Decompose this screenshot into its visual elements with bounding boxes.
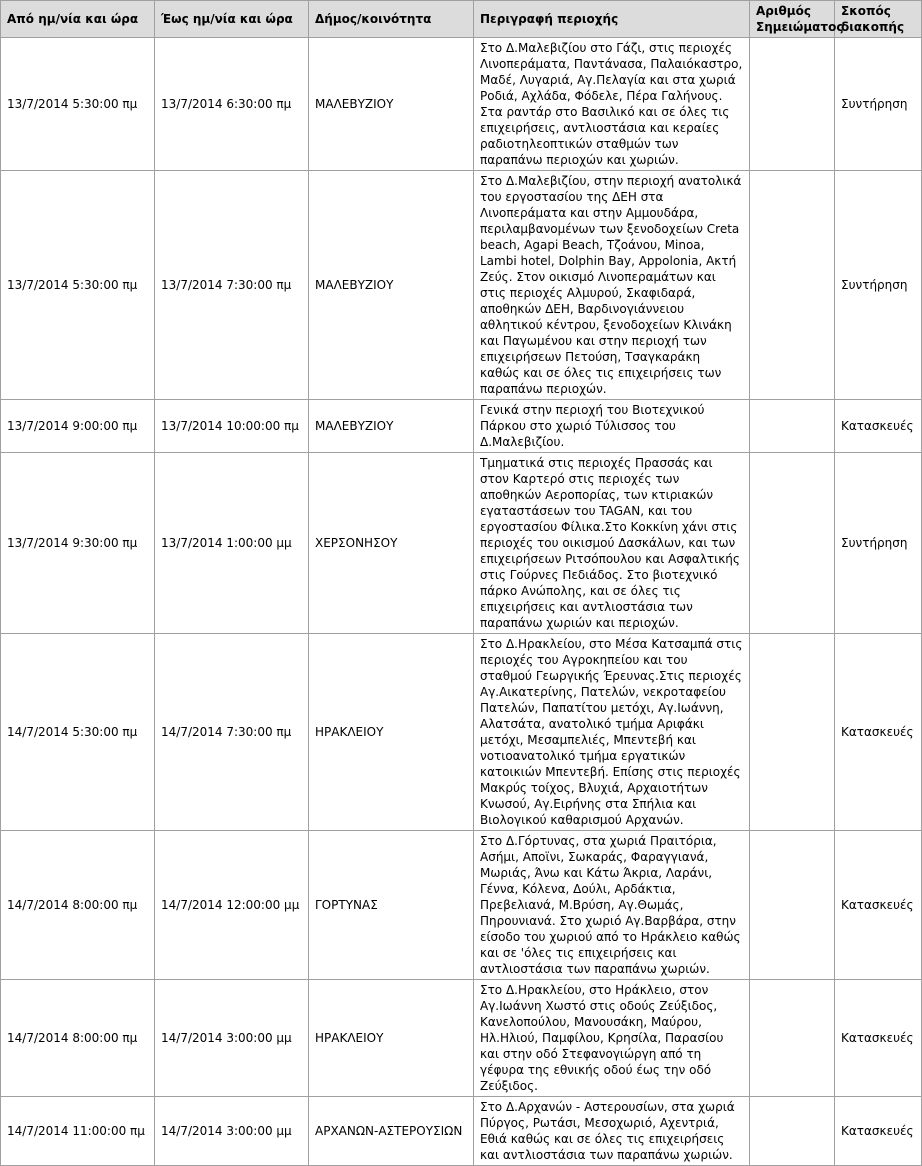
cell-purpose: Κατασκευές: [835, 1097, 922, 1166]
cell-to: 14/7/2014 3:00:00 μμ: [155, 1097, 309, 1166]
cell-description: Στο Δ.Ηρακλείου, στο Μέσα Κατσαμπά στις περιοχές του Αγροκηπείου και του σταθμού Γεωργικής Έρευνας.Στις περιοχές Αγ.Αικατερίνης, Πατελών, νεκροταφείου Πατελών, Παπατίτου μετόχι, Αγ.Ιωάννη, Αλατσάτα, ανατολικό τμήμα Αριφάκι μετόχι, Μεσαμπελιές, Μπεντεβή και νοτιοανατολικό τμήμα εργατικών κατοικιών Μπεντεβή. Επίσης στις περιοχές Μακρύς τοίχος, Βλυχιά, Αρχαιοτήτων Κνωσού, Αγ.Ειρήνης στα Σπήλια και Βιολογικού καθαρισμού Αρχανών.: [474, 634, 750, 831]
cell-from: 14/7/2014 11:00:00 πμ: [1, 1097, 155, 1166]
cell-to: 13/7/2014 6:30:00 πμ: [155, 38, 309, 171]
cell-to: 13/7/2014 1:00:00 μμ: [155, 453, 309, 634]
table-row: [1, 171, 922, 400]
cell-number: [750, 831, 835, 980]
cell-to: 13/7/2014 7:30:00 πμ: [155, 171, 309, 400]
cell-number: [750, 980, 835, 1097]
cell-from: 13/7/2014 9:30:00 πμ: [1, 453, 155, 634]
cell-purpose: Κατασκευές: [835, 831, 922, 980]
table-row: [1, 980, 922, 1097]
cell-purpose: Κατασκευές: [835, 400, 922, 453]
header-description: Περιγραφή περιοχής: [474, 1, 750, 38]
cell-number: [750, 400, 835, 453]
cell-description: Στο Δ.Μαλεβιζίου στο Γάζι, στις περιοχές Λινοπεράματα, Παντάνασα, Παλαιόκαστρο, Μαδέ, Λυγαριά, Αγ.Πελαγία και στα χωριά Ροδιά, Αχλάδα, Φόδελε, Πέρα Γαλήνους. Στα ραντάρ στο Βασιλικό και σε όλες τις επιχειρήσεις, αντλιοστάσια και κεραίες ραδιοτηλεοπτικών σταθμών των παραπάνω περιοχών και χωριών.: [474, 38, 750, 171]
cell-purpose: Κατασκευές: [835, 980, 922, 1097]
cell-description: Στο Δ.Γόρτυνας, στα χωριά Πραιτόρια, Ασήμι, Αποϊνι, Σωκαράς, Φαραγγιανά, Μωριάς, Άνω και Κάτω Άκρια, Λαράνι, Γέννα, Κόλενα, Δούλι, Αρδάκτια, Πρεβελιανά, Μ.Βρύση, Αγ.Θωμάς, Πηρουνιανά. Στο χωριό Αγ.Βαρβάρα, στην είσοδο του χωριού από το Ηράκλειο καθώς και σε 'όλες τις επιχειρήσεις και αντλιοστάσια των παραπάνω χωριών.: [474, 831, 750, 980]
table-row: [1, 831, 922, 980]
cell-number: [750, 171, 835, 400]
cell-from: 14/7/2014 5:30:00 πμ: [1, 634, 155, 831]
cell-municipality: ΑΡΧΑΝΩΝ-ΑΣΤΕΡΟΥΣΙΩΝ: [309, 1097, 474, 1166]
cell-number: [750, 453, 835, 634]
cell-to: 13/7/2014 10:00:00 πμ: [155, 400, 309, 453]
cell-municipality: ΓΟΡΤΥΝΑΣ: [309, 831, 474, 980]
header-to: Έως ημ/νία και ώρα: [155, 1, 309, 38]
cell-to: 14/7/2014 12:00:00 μμ: [155, 831, 309, 980]
cell-purpose: Κατασκευές: [835, 634, 922, 831]
cell-from: 13/7/2014 5:30:00 πμ: [1, 38, 155, 171]
cell-to: 14/7/2014 3:00:00 μμ: [155, 980, 309, 1097]
cell-municipality: ΜΑΛΕΒΥΖΙΟΥ: [309, 400, 474, 453]
cell-description: Στο Δ.Ηρακλείου, στο Ηράκλειο, στον Αγ.Ιωάννη Χωστό στις οδούς Ζεύξιδος, Κανελοπούλου, Μανουσάκη, Μαύρου, Ηλ.Ηλιού, Παμφίλου, Κρησίλα, Παρασίου και στην οδό Στεφανογιώργη από τη γέφυρα της εθνικής οδού έως την οδό Ζεύξιδος.: [474, 980, 750, 1097]
table-row: [1, 453, 922, 634]
cell-description: Στο Δ.Μαλεβιζίου, στην περιοχή ανατολικά του εργοστασίου της ΔΕΗ στα Λινοπεράματα και στην Αμμουδάρα, περιλαμβανομένων των ξενοδοχείων Creta beach, Agapi Beach, Τζοάνου, Minoa, Lambi hotel, Dolphin Bay, Appolonia, Ακτή Ζεύς. Στον οικισμό Λινοπεραμάτων και στις περιοχές Αλμυρού, Σκαφιδαρά, αποθηκών ΔΕΗ, Βαρδινογιάννειου αθλητικού κέντρου, ξενοδοχείων Κλινάκη και Παγωμένου και στην περιοχή των επιχειρήσεων Πετούση, Τσαγκαράκη καθώς και σε όλες τις επιχειρήσεις των παραπάνω περιοχών.: [474, 171, 750, 400]
cell-number: [750, 38, 835, 171]
cell-municipality: ΗΡΑΚΛΕΙΟΥ: [309, 980, 474, 1097]
cell-from: 14/7/2014 8:00:00 πμ: [1, 831, 155, 980]
table-row: [1, 400, 922, 453]
cell-municipality: ΜΑΛΕΒΥΖΙΟΥ: [309, 171, 474, 400]
table-header-row: [1, 1, 922, 38]
cell-description: Στο Δ.Αρχανών - Αστερουσίων, στα χωριά Πύργος, Ρωτάσι, Μεσοχωριό, Αχεντριά, Εθιά καθώς και σε όλες τις επιχειρήσεις και αντλιοστάσια των παραπάνω χωριών.: [474, 1097, 750, 1166]
table-row: [1, 634, 922, 831]
table-row: [1, 1097, 922, 1166]
cell-municipality: ΜΑΛΕΒΥΖΙΟΥ: [309, 38, 474, 171]
header-from: Από ημ/νία και ώρα: [1, 1, 155, 38]
cell-purpose: Συντήρηση: [835, 171, 922, 400]
table-row: [1, 38, 922, 171]
cell-from: 13/7/2014 9:00:00 πμ: [1, 400, 155, 453]
cell-municipality: ΗΡΑΚΛΕΙΟΥ: [309, 634, 474, 831]
cell-municipality: ΧΕΡΣΟΝΗΣΟΥ: [309, 453, 474, 634]
cell-purpose: Συντήρηση: [835, 453, 922, 634]
cell-to: 14/7/2014 7:30:00 πμ: [155, 634, 309, 831]
cell-purpose: Συντήρηση: [835, 38, 922, 171]
cell-description: Γενικά στην περιοχή του Βιοτεχνικού Πάρκου στο χωριό Τύλισσος του Δ.Μαλεβιζίου.: [474, 400, 750, 453]
cell-number: [750, 634, 835, 831]
cell-number: [750, 1097, 835, 1166]
header-municipality: Δήμος/κοινότητα: [309, 1, 474, 38]
header-number: Αριθμός Σημειώματος: [750, 1, 835, 38]
cell-from: 14/7/2014 8:00:00 πμ: [1, 980, 155, 1097]
header-purpose: Σκοπός διακοπής: [835, 1, 922, 38]
cell-from: 13/7/2014 5:30:00 πμ: [1, 171, 155, 400]
cell-description: Τμηματικά στις περιοχές Πρασσάς και στον Καρτερό στις περιοχές των αποθηκών Αεροπορίας, των κτιριακών εγαταστάσεων του TAGAN, και του εργοστασίου Φίλικα.Στο Κοκκίνη χάνι στις περιοχές του οικισμού Δασκάλων, και των επιχειρήσεων Ριτσόπουλου και Ασφαλτικής στις Γούρνες Πεδιάδος. Στο βιοτεχνικό πάρκο Ανώπολης, και σε όλες τις επιχειρήσεις και αντλιοστάσια των παραπάνω χωριών και περιοχών.: [474, 453, 750, 634]
